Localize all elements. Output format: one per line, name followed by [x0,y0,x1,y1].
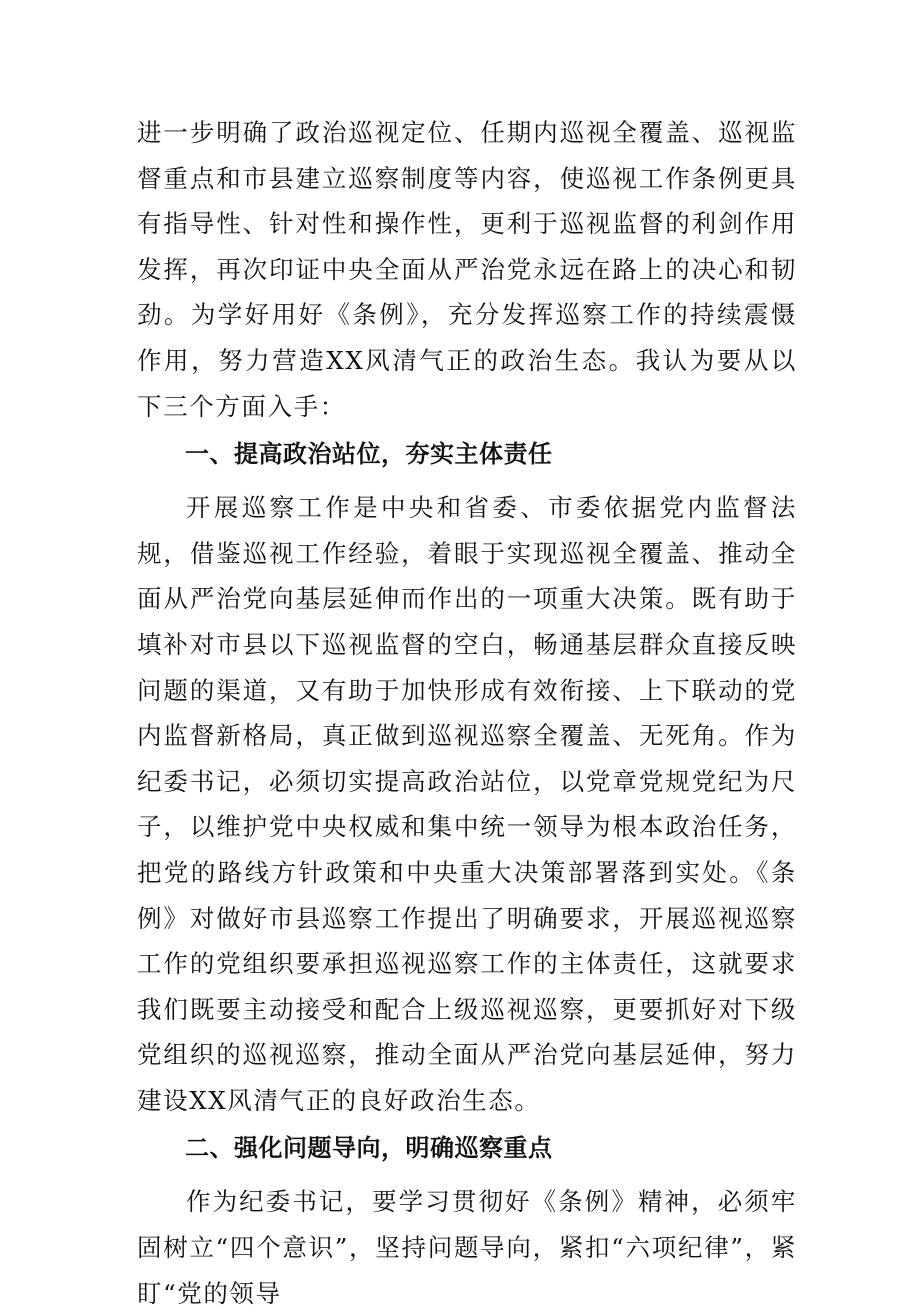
intro-paragraph: 进一步明确了政治巡视定位、任期内巡视全覆盖、巡视监督重点和市县建立巡察制度等内容，使巡视工作条例更具有指导性、针对性和操作性，更利于巡视监督的利剑作用发挥，再次印证中央全面从严治党永远在路上的决心和韧劲。为学好用好《条例》，充分发挥巡察工作的持续震慑作用，努力营造XX风清气正的政治生态。我认为要从以下三个方面入手： [137,118,797,421]
section-heading-1: 一、提高政治站位，夯实主体责任 [185,440,553,469]
section-heading-2: 二、强化问题导向，明确巡察重点 [185,1134,553,1163]
section-paragraph-2: 作为纪委书记，要学习贯彻好《条例》精神，必须牢固树立“四个意识”，坚持问题导向，紧扣“六项纪律”，紧盯“党的领导 [137,1187,797,1308]
document-body [137,110,797,1316]
section-paragraph-1: 开展巡察工作是中央和省委、市委依据党内监督法规，借鉴巡视工作经验，着眼于实现巡视全覆盖、推动全面从严治党向基层延伸而作出的一项重大决策。既有助于填补对市县以下巡视监督的空白，畅通基层群众直接反映问题的渠道，又有助于加快形成有效衔接、上下联动的党内监督新格局，真正做到巡视巡察全覆盖、无死角。作为纪委书记，必须切实提高政治站位，以党章党规党纪为尺子，以维护党中央权威和集中统一领导为根本政治任务，把党的路线方针政策和中央重大决策部署落到实处。《条例》对做好市县巡察工作提出了明确要求，开展巡视巡察工作的党组织要承担巡视巡察工作的主体责任，这就要求我们既要主动接受和配合上级巡视巡察，更要抓好对下级党组织的巡视巡察，推动全面从严治党向基层延伸，努力建设XX风清气正的良好政治生态。 [137,493,797,1115]
